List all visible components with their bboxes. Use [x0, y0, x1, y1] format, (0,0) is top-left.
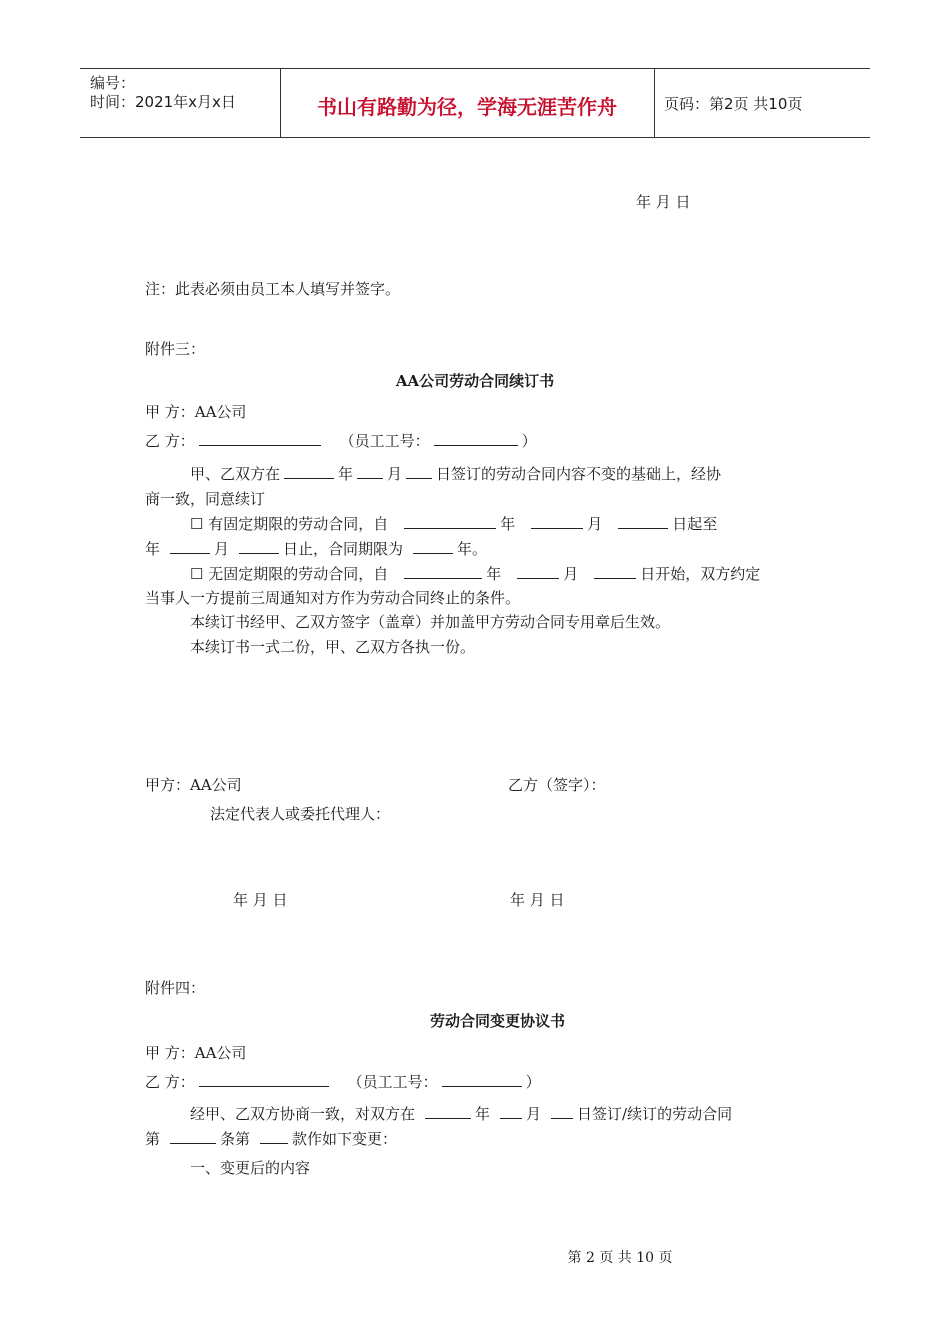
emp-no-close: ） [521, 432, 537, 450]
annex3-party-b [145, 430, 537, 451]
para-text: 年。 [457, 540, 488, 558]
page-number-label: 页码：第2页 共10页 [664, 95, 803, 113]
term-blank[interactable] [413, 539, 453, 554]
open-term-checkbox-label[interactable]: ☐ 无固定期限的劳动合同，自 [190, 565, 389, 583]
annex3-fixed-term-cont [145, 538, 487, 559]
emp-no-label: （员工工号： [347, 1073, 438, 1091]
year-blank[interactable] [284, 464, 334, 479]
emp-no-label: （员工工号： [339, 432, 430, 450]
annex3-open-term [190, 563, 760, 584]
party-b-label: 乙 方： [145, 1073, 195, 1091]
year-label: 年 [500, 515, 516, 533]
annex3-fixed-term [190, 513, 717, 534]
month-label: 月 [387, 465, 403, 483]
article-blank[interactable] [170, 1129, 216, 1144]
para-text: 日起至 [672, 515, 718, 533]
year-label: 年 [486, 565, 502, 583]
annex4-para1 [190, 1103, 732, 1124]
emp-no-blank[interactable] [434, 431, 518, 446]
day-blank[interactable] [406, 464, 432, 479]
para-text: 日签订的劳动合同内容不变的基础上，经协 [436, 465, 722, 483]
annex3-para1-cont: 商一致，同意续订 [145, 490, 266, 508]
annex4-item1: 一、变更后的内容 [190, 1159, 311, 1177]
year-blank[interactable] [425, 1104, 471, 1119]
annex3-representative: 法定代表人或委托代理人： [210, 805, 391, 823]
para-text: 日止，合同期限为 [283, 540, 404, 558]
para-text: 甲、乙双方在 [190, 465, 281, 483]
month-label: 月 [526, 1105, 542, 1123]
day-blank[interactable] [618, 514, 668, 529]
annex3-title: AA公司劳动合同续订书 [395, 372, 555, 390]
year-label: 年 [475, 1105, 491, 1123]
time-label: 时间：2021年x月x日 [90, 93, 236, 111]
annex3-para1 [190, 463, 721, 484]
fixed-term-checkbox-label[interactable]: ☐ 有固定期限的劳动合同，自 [190, 515, 389, 533]
para-text: 款作如下变更： [292, 1130, 398, 1148]
month-blank[interactable] [239, 539, 279, 554]
from-blank[interactable] [404, 514, 496, 529]
clause-blank[interactable] [260, 1129, 288, 1144]
annex4-title: 劳动合同变更协议书 [429, 1012, 565, 1030]
year-blank[interactable] [170, 539, 210, 554]
page-header [80, 68, 870, 138]
annex4-party-a: 甲 方：AA公司 [145, 1044, 247, 1062]
emp-no-close: ） [525, 1073, 541, 1091]
page-footer: 第 2 页 共 10 页 [567, 1250, 673, 1266]
day-blank[interactable] [551, 1104, 573, 1119]
annex4-party-b [145, 1071, 541, 1092]
annex3-para5: 本续订书一式二份，甲、乙双方各执一份。 [190, 638, 476, 656]
annex3-sign-party-b: 乙方（签字）： [508, 776, 606, 794]
month-blank[interactable] [531, 514, 583, 529]
para-text: 日开始，双方约定 [640, 565, 761, 583]
annex3-sign-party-a: 甲方：AA公司 [145, 776, 242, 794]
month-label: 月 [563, 565, 579, 583]
top-date: 年 月 日 [636, 193, 691, 211]
annex4-label: 附件四： [145, 979, 206, 997]
annex4-para1-cont [145, 1128, 397, 1149]
annex3-date-a: 年 月 日 [233, 891, 288, 909]
month-label: 月 [587, 515, 603, 533]
party-b-blank[interactable] [199, 431, 321, 446]
annex3-label: 附件三： [145, 340, 206, 358]
annex3-date-b: 年 月 日 [510, 891, 565, 909]
month-label: 月 [214, 540, 230, 558]
party-b-blank[interactable] [199, 1072, 329, 1087]
para-text: 条第 [220, 1130, 251, 1148]
year-label: 年 [338, 465, 354, 483]
annex3-party-a: 甲 方：AA公司 [145, 403, 247, 421]
from-blank[interactable] [404, 564, 482, 579]
month-blank[interactable] [500, 1104, 522, 1119]
header-motto: 书山有路勤为径，学海无涯苦作舟 [317, 95, 617, 119]
year-label: 年 [145, 540, 161, 558]
month-blank[interactable] [357, 464, 383, 479]
para-text: 日签订/续订的劳动合同 [577, 1105, 733, 1123]
party-b-label: 乙 方： [145, 432, 195, 450]
para-text: 经甲、乙双方协商一致，对双方在 [190, 1105, 416, 1123]
day-blank[interactable] [594, 564, 636, 579]
month-blank[interactable] [517, 564, 559, 579]
note-text: 注：此表必须由员工本人填写并签字。 [145, 280, 401, 298]
annex3-para4: 本续订书经甲、乙双方签字（盖章）并加盖甲方劳动合同专用章后生效。 [190, 613, 671, 631]
annex3-open-term-cont: 当事人一方提前三周通知对方作为劳动合同终止的条件。 [145, 589, 521, 607]
para-text: 第 [145, 1130, 161, 1148]
emp-no-blank[interactable] [442, 1072, 522, 1087]
header-divider [654, 69, 655, 137]
serial-label: 编号： [90, 74, 136, 92]
